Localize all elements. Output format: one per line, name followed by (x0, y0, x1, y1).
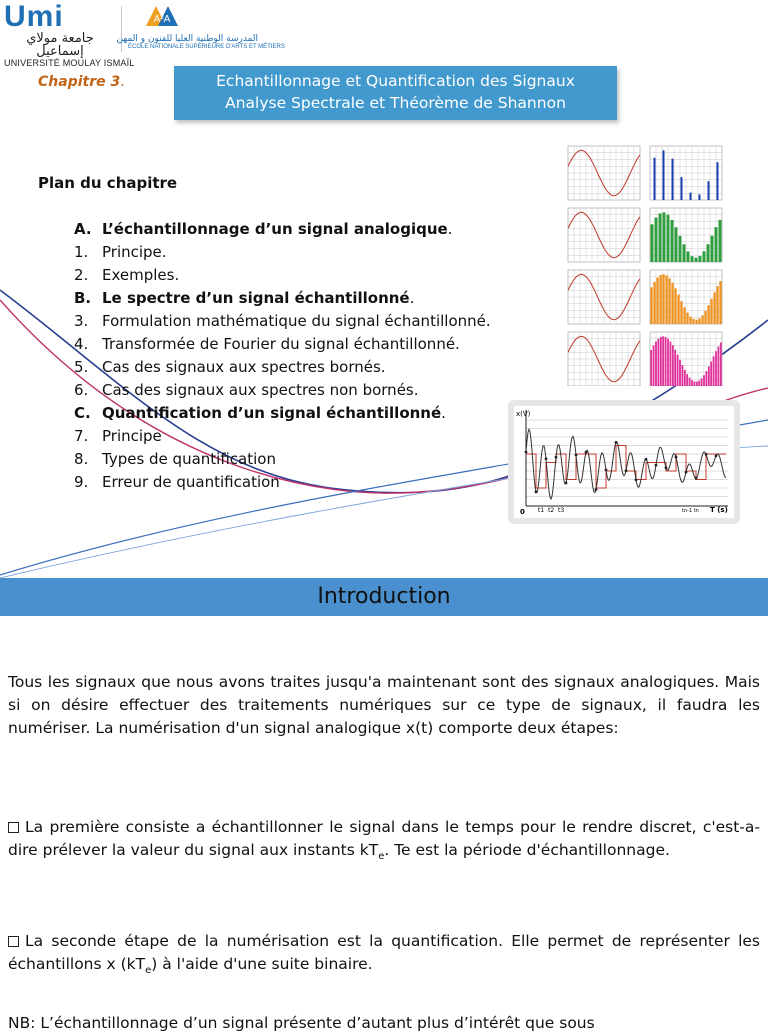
checkbox-bullet-icon (8, 822, 19, 833)
tick-tn: tn-1 tn (682, 508, 699, 514)
x-axis-label: T (s) (710, 506, 728, 514)
ensam-french-name: ÉCOLE NATIONALE SUPÉRIEURE D'ARTS ET MÉTIERS (128, 44, 285, 50)
umi-arabic-name: جامعة مولاي إسماعيل (26, 31, 94, 59)
tick-t3: t3 (558, 507, 565, 514)
plan-section-c: C. Quantification d’un signal échantillonné. (74, 404, 446, 422)
tick-t1: t1 (538, 507, 545, 514)
introduction-heading: Introduction (0, 578, 768, 616)
chapter-label: Chapitre 3. (38, 74, 125, 90)
sampling-panel (568, 332, 640, 386)
plan-item-3: 3. Formulation mathématique du signal échantillonné. (74, 312, 491, 330)
plan-item-8: 8. Types de quantification (74, 450, 276, 468)
y-axis-label: x(V) (516, 410, 531, 418)
plan-item-2: 2. Exemples. (74, 266, 180, 284)
checkbox-bullet-icon (8, 936, 19, 947)
intro-paragraph-2: La première consiste a échantillonner le signal dans le temps pour le rendre discret, c'est-a-dire prélever la valeur du signal aux instants $kT_e$. Te est la période d'échantillonnage. (8, 818, 760, 863)
plan-item-4: 4. Transformée de Fourier du signal échantillonné. (74, 335, 460, 353)
intro-paragraph-nb: NB: L’échantillonnage d’un signal présente d’autant plus d’intérêt que sous (8, 1014, 595, 1032)
intro-paragraph-1: Tous les signaux que nous avons traites jusqu'a maintenant sont des signaux analogiques. Mais si on désire effectuer des traitements numériques sur ce type de signaux, il faudra les numériser. La numérisation d'un signal analogique x(t) comporte deux étapes: (8, 673, 760, 737)
logo-divider (121, 6, 122, 52)
chapter-title-line2: Analyse Spectrale et Théorème de Shannon (225, 94, 566, 112)
sampling-panel (568, 208, 640, 262)
sampling-panel (568, 146, 640, 200)
quantification-plot (514, 406, 734, 518)
sampling-panel (650, 208, 722, 262)
sampling-illustration (560, 136, 730, 386)
sampling-panel (568, 270, 640, 324)
sampling-panel (650, 146, 722, 200)
ensam-logo-mark: A²A (153, 14, 171, 25)
plan-item-9: 9. Erreur de quantification (74, 473, 280, 491)
sampling-panel (650, 332, 722, 386)
plan-item-7: 7. Principe (74, 427, 162, 445)
quantification-figure (508, 400, 740, 524)
chapter-title-box (174, 66, 617, 120)
umi-french-name: UNIVERSITÉ MOULAY ISMAÏL (4, 58, 135, 68)
ensam-arabic-name: المدرسة الوطنية العليا للفنون و المهن (116, 34, 258, 44)
sampling-panel (650, 270, 722, 324)
ensam-logo (116, 2, 285, 58)
plan-item-5: 5. Cas des signaux aux spectres bornés. (74, 358, 386, 376)
plan-item-6: 6. Cas des signaux aux spectres non bornés. (74, 381, 419, 399)
origin-label: 0 (520, 508, 525, 516)
plan-item-1: 1. Principe. (74, 243, 167, 261)
plan-title: Plan du chapitre (38, 174, 178, 192)
ensam-logo-icon (128, 2, 258, 30)
chapter-title-line1: Echantillonnage et Quantification des Signaux (216, 72, 575, 90)
intro-paragraph-3: La seconde étape de la numérisation est la quantification. Elle permet de représenter les échantillons x $(kT_e)$ à l'aide d'une suite binaire. (8, 932, 760, 977)
tick-t2: t2 (548, 507, 555, 514)
umi-logo-mark: Umi (4, 0, 64, 33)
umi-logo (4, 0, 135, 68)
plan-section-a: A. L’échantillonnage d’un signal analogique. (74, 220, 453, 238)
plan-section-b: B. Le spectre d’un signal échantillonné. (74, 289, 415, 307)
